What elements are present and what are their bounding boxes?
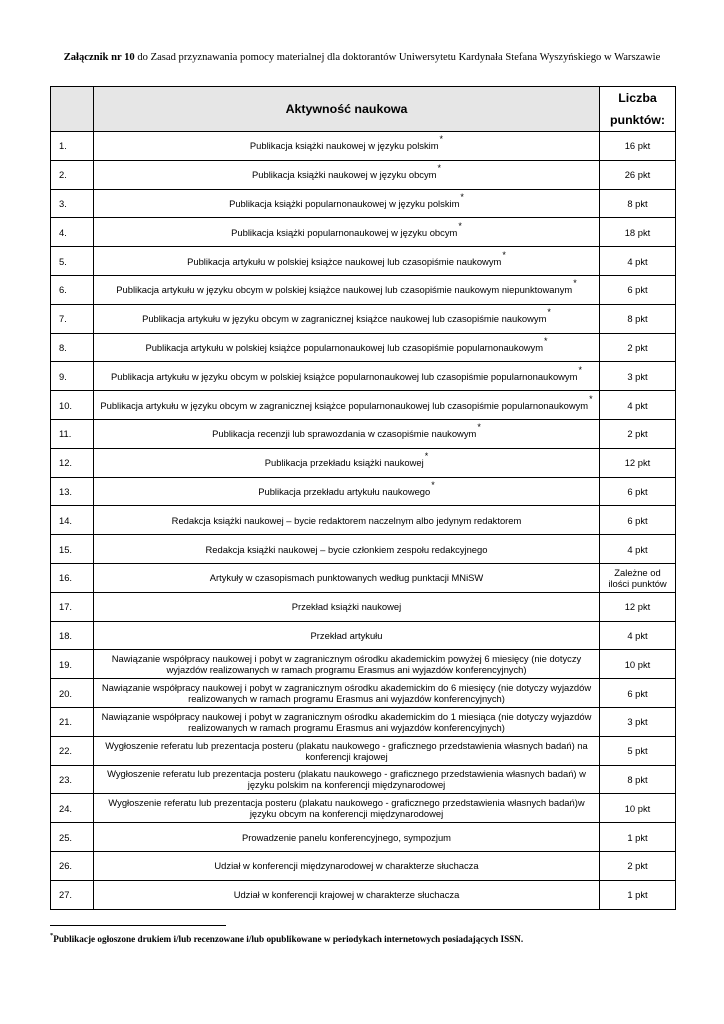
row-activity-cell (94, 477, 600, 506)
table-row (51, 247, 676, 276)
row-activity: Publikacja recenzji lub sprawozdania w czasopiśmie naukowym (212, 428, 477, 440)
table-row (51, 160, 676, 189)
table-row (51, 880, 676, 909)
row-activity: Publikacja artykułu w języku obcym w zagranicznej książce naukowej lub czasopiśmie naukowym (142, 313, 547, 325)
footnote-reference: * (502, 249, 506, 260)
table-row (51, 477, 676, 506)
row-activity: Udział w konferencji krajowej w charakterze słuchacza (233, 889, 460, 901)
row-points: 10 pkt (600, 650, 676, 679)
row-number: 14. (51, 506, 94, 535)
table-row (51, 765, 676, 794)
row-number: 12. (51, 448, 94, 477)
activity-points-table (50, 86, 676, 910)
row-activity: Przekład książki naukowej (291, 601, 402, 613)
row-points: 4 pkt (600, 621, 676, 650)
row-activity-cell (94, 419, 600, 448)
table-row (51, 391, 676, 420)
row-activity: Publikacja książki naukowej w języku obcym (252, 169, 437, 181)
row-points: 5 pkt (600, 736, 676, 765)
row-activity: Publikacja przekładu artykułu naukowego (258, 485, 431, 497)
row-activity-cell (94, 275, 600, 304)
table-row (51, 333, 676, 362)
header-activity: Aktywność naukowa (94, 87, 600, 132)
footnote-reference: * (424, 451, 429, 462)
row-points: 12 pkt (600, 592, 676, 621)
row-number: 26. (51, 851, 94, 880)
row-activity: Redakcja książki naukowej – bycie redaktorem naczelnym albo jedynym redaktorem (171, 514, 522, 526)
row-activity: Wygłoszenie referatu lub prezentacja posteru (plakatu naukowego - graficznego przedstawienia własnych badań) w języku polskim na konferencji międzynarodowej (107, 768, 586, 791)
row-activity: Nawiązanie współpracy naukowej i pobyt w zagranicznym ośrodku akademickim do 6 miesięcy (nie dotyczy wyjazdów realizowanych w ramach programu Erasmus ani wyjazdów konferencyjnych) (101, 682, 592, 705)
table-row (51, 275, 676, 304)
table-body (51, 132, 676, 910)
row-number: 8. (51, 333, 94, 362)
row-activity-cell (94, 535, 600, 564)
row-activity: Publikacja książki popularnonaukowej w języku obcym (231, 226, 458, 238)
row-activity: Udział w konferencji międzynarodowej w charakterze słuchacza (214, 860, 479, 872)
footnote-text: Publikacje ogłoszone drukiem i/lub recenzowane i/lub opublikowane w periodykach internetowych posiadających ISSN. (53, 934, 524, 944)
footnote-reference: * (439, 134, 444, 145)
row-points: 16 pkt (600, 132, 676, 161)
row-number: 18. (51, 621, 94, 650)
row-points: 12 pkt (600, 448, 676, 477)
document-header (0, 52, 724, 63)
row-points: 6 pkt (600, 275, 676, 304)
table-row (51, 563, 676, 592)
footnote-reference: * (437, 163, 441, 174)
row-activity-cell (94, 391, 600, 420)
row-activity: Publikacja artykułu w języku obcym w polskiej książce naukowej lub czasopiśmie naukowym niepunktowanym (116, 284, 573, 296)
row-activity-cell (94, 362, 600, 391)
row-points: 8 pkt (600, 189, 676, 218)
row-activity-cell (94, 736, 600, 765)
row-points: 26 pkt (600, 160, 676, 189)
row-points: 2 pkt (600, 851, 676, 880)
row-activity-cell (94, 707, 600, 736)
table-row (51, 794, 676, 823)
row-activity-cell (94, 563, 600, 592)
footnote-mark: * (50, 932, 54, 939)
row-activity: Publikacja książki popularnonaukowej w języku polskim (229, 197, 460, 209)
row-number: 11. (51, 419, 94, 448)
row-activity-cell (94, 189, 600, 218)
row-number: 2. (51, 160, 94, 189)
row-number: 19. (51, 650, 94, 679)
footnote-reference: * (589, 393, 593, 404)
row-number: 4. (51, 218, 94, 247)
row-activity: Publikacja artykułu w języku obcym w polskiej książce popularnonaukowej lub czasopiśmie popularnonaukowym (111, 370, 578, 382)
row-activity: Nawiązanie współpracy naukowej i pobyt w zagranicznym ośrodku akademickim do 1 miesiąca (nie dotyczy wyjazdów realizowanych w ramach programu Erasmus ani wyjazdów konferencyjnych) (101, 710, 592, 733)
row-number: 25. (51, 823, 94, 852)
row-points: 18 pkt (600, 218, 676, 247)
row-points: 8 pkt (600, 765, 676, 794)
row-activity-cell (94, 851, 600, 880)
row-number: 22. (51, 736, 94, 765)
row-number: 10. (51, 391, 94, 420)
footnote (50, 934, 523, 944)
table-row (51, 650, 676, 679)
row-number: 3. (51, 189, 94, 218)
table-row (51, 707, 676, 736)
footnote-reference: * (547, 307, 551, 318)
annex-label: Załącznik nr 10 (63, 52, 135, 63)
table-row (51, 679, 676, 708)
footnote-reference: * (460, 191, 464, 202)
row-activity-cell (94, 506, 600, 535)
row-activity-cell (94, 880, 600, 909)
row-activity-cell (94, 247, 600, 276)
table-row (51, 621, 676, 650)
row-activity: Redakcja książki naukowej – bycie członkiem zespołu redakcyjnego (205, 543, 488, 555)
row-number: 24. (51, 794, 94, 823)
table-row (51, 506, 676, 535)
row-points: 8 pkt (600, 304, 676, 333)
row-number: 23. (51, 765, 94, 794)
row-points: 1 pkt (600, 823, 676, 852)
row-activity: Publikacja artykułu w języku obcym w zagranicznej książce popularnonaukowej lub czasopiśmie popularnonaukowym (100, 399, 589, 411)
table-row (51, 448, 676, 477)
table-row (51, 851, 676, 880)
row-number: 21. (51, 707, 94, 736)
row-number: 16. (51, 563, 94, 592)
table-row (51, 304, 676, 333)
row-number: 9. (51, 362, 94, 391)
table-row (51, 736, 676, 765)
table-row (51, 189, 676, 218)
row-activity-cell (94, 823, 600, 852)
table-row (51, 419, 676, 448)
row-activity: Publikacja książki naukowej w języku polskim (249, 140, 439, 152)
footnote-reference: * (431, 479, 435, 490)
row-activity: Publikacja przekładu książki naukowej (264, 457, 424, 469)
row-number: 1. (51, 132, 94, 161)
table-row (51, 535, 676, 564)
table-row (51, 362, 676, 391)
header-number-cell (51, 87, 94, 132)
row-activity: Prowadzenie panelu konferencyjnego, sympozjum (242, 831, 451, 843)
row-activity: Publikacja artykułu w polskiej książce naukowej lub czasopiśmie naukowym (187, 255, 502, 267)
row-activity-cell (94, 132, 600, 161)
row-number: 13. (51, 477, 94, 506)
footnote-reference: * (458, 220, 462, 231)
header-points: Liczba punktów: (600, 87, 676, 132)
footnote-reference: * (573, 278, 577, 289)
row-points: Zależne od ilości punktów (600, 563, 676, 592)
row-activity-cell (94, 218, 600, 247)
row-number: 15. (51, 535, 94, 564)
row-activity-cell (94, 679, 600, 708)
table-row (51, 132, 676, 161)
row-points: 4 pkt (600, 391, 676, 420)
row-activity-cell (94, 765, 600, 794)
footnote-reference: * (544, 335, 548, 346)
row-activity-cell (94, 592, 600, 621)
row-points: 4 pkt (600, 247, 676, 276)
row-activity-cell (94, 304, 600, 333)
row-number: 27. (51, 880, 94, 909)
row-activity-cell (94, 621, 600, 650)
row-activity: Nawiązanie współpracy naukowej i pobyt w zagranicznym ośrodku akademickim powyżej 6 miesięcy (nie dotyczy wyjazdów realizowanych w ramach programu Erasmus ani wyjazdów konferencyjnych) (111, 653, 582, 676)
row-activity-cell (94, 650, 600, 679)
row-activity-cell (94, 160, 600, 189)
row-points: 6 pkt (600, 477, 676, 506)
row-points: 3 pkt (600, 707, 676, 736)
row-points: 3 pkt (600, 362, 676, 391)
row-points: 4 pkt (600, 535, 676, 564)
table-row (51, 823, 676, 852)
annex-title: do Zasad przyznawania pomocy materialnej dla doktorantów Uniwersytetu Kardynała Stefana Wyszyńskiego w Warszawie (134, 52, 661, 63)
row-points: 6 pkt (600, 506, 676, 535)
row-activity: Artykuły w czasopismach punktowanych według punktacji MNiSW (209, 572, 484, 584)
row-activity-cell (94, 333, 600, 362)
row-activity: Publikacja artykułu w polskiej książce popularnonaukowej lub czasopiśmie popularnonaukowym (145, 341, 544, 353)
table-row (51, 592, 676, 621)
table-row (51, 218, 676, 247)
row-number: 17. (51, 592, 94, 621)
row-points: 6 pkt (600, 679, 676, 708)
row-points: 2 pkt (600, 419, 676, 448)
footnote-reference: * (578, 364, 582, 375)
row-number: 7. (51, 304, 94, 333)
row-activity: Wygłoszenie referatu lub prezentacja posteru (plakatu naukowego - graficznego przedstawienia własnych badań) na konferencji krajowej (105, 739, 588, 762)
row-number: 6. (51, 275, 94, 304)
row-number: 20. (51, 679, 94, 708)
row-points: 2 pkt (600, 333, 676, 362)
row-number: 5. (51, 247, 94, 276)
footnote-reference: * (477, 422, 481, 433)
table-header-row (51, 87, 676, 132)
row-points: 1 pkt (600, 880, 676, 909)
row-points: 10 pkt (600, 794, 676, 823)
row-activity-cell (94, 794, 600, 823)
footnote-divider (50, 925, 226, 926)
row-activity-cell (94, 448, 600, 477)
row-activity: Wygłoszenie referatu lub prezentacja posteru (plakatu naukowego - graficznego przedstawienia własnych badań)w języku obcym na konferencji międzynarodowej (108, 797, 585, 820)
row-activity: Przekład artykułu (310, 629, 383, 641)
